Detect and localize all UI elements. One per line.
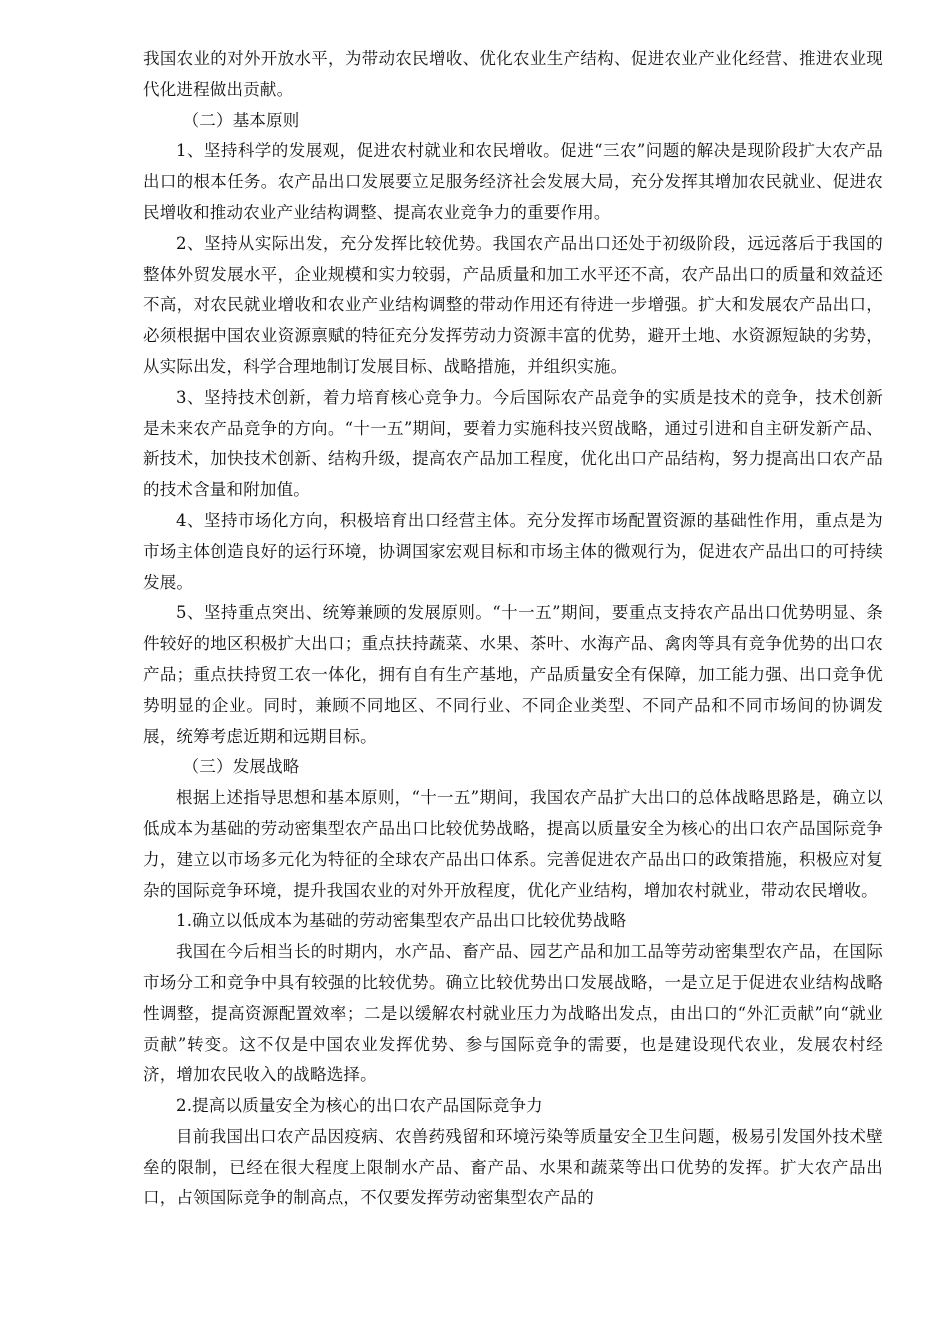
- paragraph-principle-4: 4、坚持市场化方向，积极培育出口经营主体。充分发挥市场配置资源的基础性作用，重点是为市场主体创造良好的运行环境，协调国家宏观目标和市场主体的微观行为，促进农产品出口的可持续发展。: [143, 510, 883, 592]
- paragraph-strategy-1: 我国在今后相当长的时期内，水产品、畜产品、园艺产品和加工品等劳动密集型农产品，在国际市场分工和竞争中具有较强的比较优势。确立比较优势出口发展战略，一是立足于促进农业结构战略性调整，提高资源配置效率；二是以缓解农村就业压力为战略出发点，由出口的“外汇贡献”向“就业贡献”转变。这不仅是中国农业发挥优势、参与国际竞争的需要，也是建设现代农业，发展农村经济，增加农民收入的战略选择。: [143, 942, 883, 1085]
- paragraph-principle-1: 1、坚持科学的发展观，促进农村就业和农民增收。促进“三农”问题的解决是现阶段扩大农产品出口的根本任务。农产品出口发展要立足服务经济社会发展大局，充分发挥其增加农民就业、促进农民增收和推动农业产业结构调整、提高农业竞争力的重要作用。: [143, 141, 883, 222]
- document-body: [143, 44, 883, 1214]
- section-heading-development-strategy: （三）发展战略: [182, 757, 300, 777]
- section-heading-basic-principles: （二）基本原则: [182, 110, 300, 130]
- paragraph-intro-continuation: 我国农业的对外开放水平，为带动农民增收、优化农业生产结构、促进农业产业化经营、推进农业现代化进程做出贡献。: [143, 49, 883, 99]
- paragraph-principle-2: 2、坚持从实际出发，充分发挥比较优势。我国农产品出口还处于初级阶段，远远落后于我国的整体外贸发展水平，企业规模和实力较弱，产品质量和加工水平还不高，农产品出口的质量和效益还不高，对农民就业增收和农业产业结构调整的带动作用还有待进一步增强。扩大和发展农产品出口，必须根据中国农业资源禀赋的特征充分发挥劳动力资源丰富的优势，避开土地、水资源短缺的劣势，从实际出发，科学合理地制订发展目标、战略措施，并组织实施。: [143, 233, 883, 376]
- paragraph-strategy-overview: 根据上述指导思想和基本原则，“十一五”期间，我国农产品扩大出口的总体战略思路是，确立以低成本为基础的劳动密集型农产品出口比较优势战略，提高以质量安全为核心的出口农产品国际竞争力，建立以市场多元化为特征的全球农产品出口体系。完善促进农产品出口的政策措施，积极应对复杂的国际竞争环境，提升我国农业的对外开放程度，优化产业结构，增加农村就业，带动农民增收。: [143, 788, 883, 900]
- paragraph-principle-3: 3、坚持技术创新，着力培育核心竞争力。今后国际农产品竞争的实质是技术的竞争，技术创新是未来农产品竞争的方向。“十一五”期间，要着力实施科技兴贸战略，通过引进和自主研发新产品、新技术，加快技术创新、结构升级，提高农产品加工程度，优化出口产品结构，努力提高出口农产品的技术含量和附加值。: [143, 387, 883, 500]
- subheading-strategy-1: 1.确立以低成本为基础的劳动密集型农产品出口比较优势战略: [176, 911, 627, 931]
- subheading-strategy-2: 2.提高以质量安全为核心的出口农产品国际竞争力: [176, 1096, 543, 1116]
- paragraph-principle-5: 5、坚持重点突出、统筹兼顾的发展原则。“十一五”期间，要重点支持农产品出口优势明显、条件较好的地区积极扩大出口；重点扶持蔬菜、水果、茶叶、水海产品、禽肉等具有竞争优势的出口农产品；重点扶持贸工农一体化，拥有自有生产基地，产品质量安全有保障，加工能力强、出口竞争优势明显的企业。同时，兼顾不同地区、不同行业、不同企业类型、不同产品和不同市场间的协调发展，统筹考虑近期和远期目标。: [143, 603, 883, 746]
- paragraph-strategy-2: 目前我国出口农产品因疫病、农兽药残留和环境污染等质量安全卫生问题，极易引发国外技术壁垒的限制，已经在很大程度上限制水产品、畜产品、水果和蔬菜等出口优势的发挥。扩大农产品出口，占领国际竞争的制高点，不仅要发挥劳动密集型农产品的: [143, 1126, 883, 1208]
